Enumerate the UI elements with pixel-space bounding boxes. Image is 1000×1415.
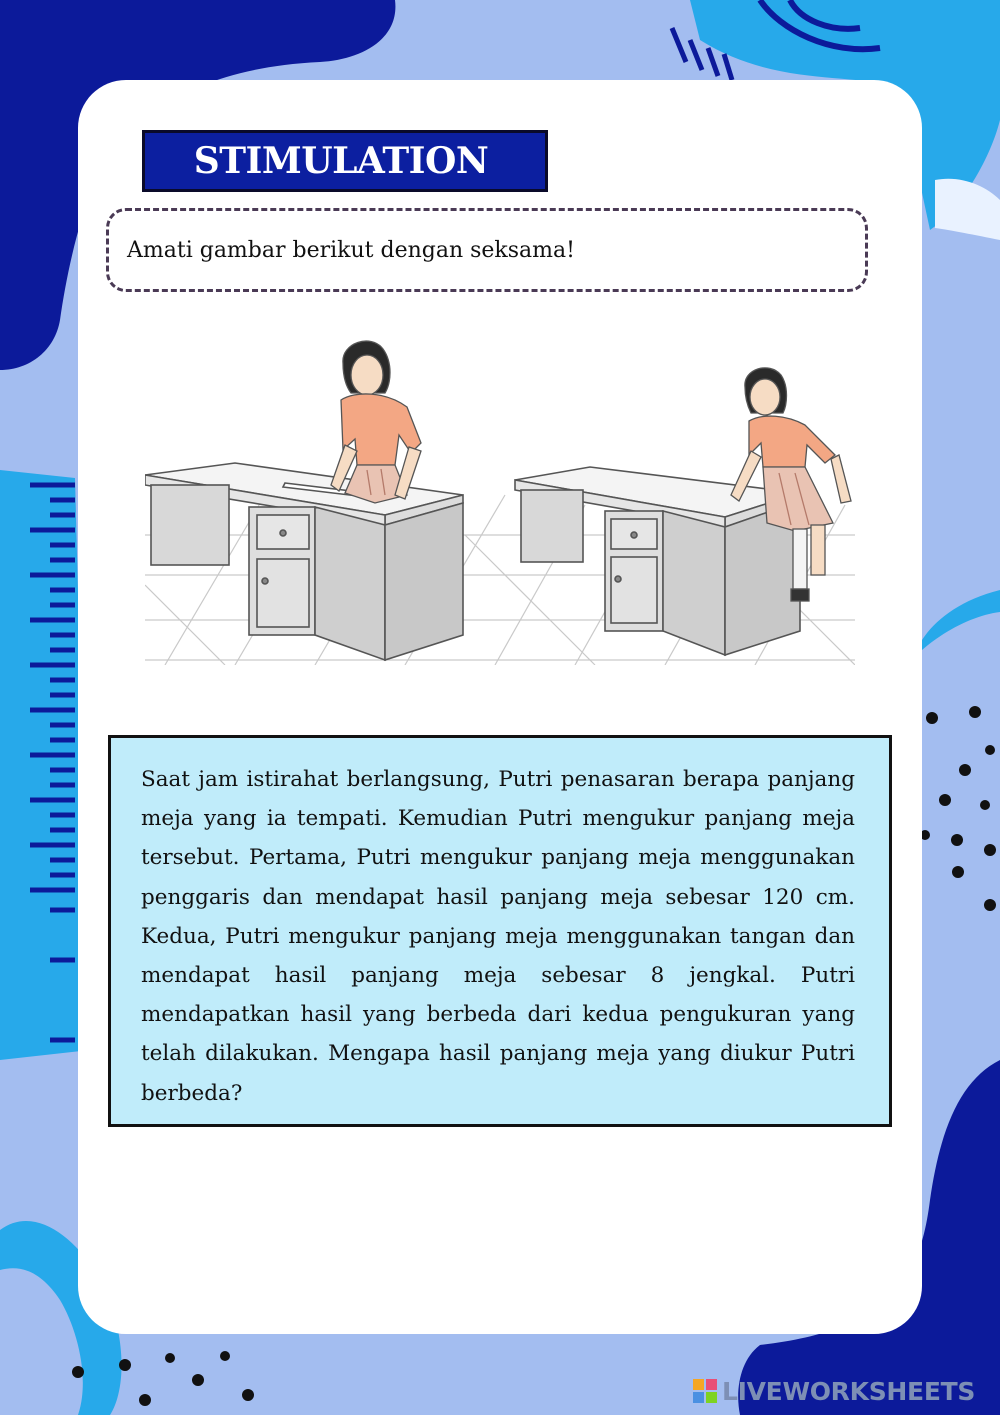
liveworksheets-branding [692, 1374, 992, 1408]
girl-with-ruler-icon [331, 341, 421, 503]
story-box [108, 735, 892, 1127]
title-banner [142, 130, 548, 192]
story-text: Saat jam istirahat berlangsung, Putri penasaran berapa panjang meja yang ia tempati. Kemudian Putri mengukur panjang meja tersebut. Pertama, Putri mengukur panjang meja menggunakan penggaris dan mendapat hasil panjang meja sebesar 120 cm. Kedua, Putri mengukur panjang meja menggunakan tangan dan mendapat hasil panjang meja sebesar 8 jengkal. Putri mendapatkan hasil yang berbeda dari kedua pengukuran yang telah dilakukan. Mengapa hasil panjang meja yang diukur Putri berbeda? [141, 767, 855, 1106]
page-title: STIMULATION [193, 140, 489, 182]
blue-swoosh-right [922, 590, 1000, 650]
ruler-icon [0, 470, 90, 1060]
dots-pattern-right [920, 706, 996, 911]
desk-with-hand-icon [515, 467, 800, 655]
instruction-box [106, 208, 868, 292]
illustration [145, 335, 855, 665]
desk-with-ruler-icon [145, 463, 463, 660]
liveworksheets-text: LIVEWORKSHEETS [722, 1376, 976, 1406]
liveworksheets-logo-icon [692, 1378, 718, 1404]
instruction-text: Amati gambar berikut dengan seksama! [127, 237, 575, 263]
